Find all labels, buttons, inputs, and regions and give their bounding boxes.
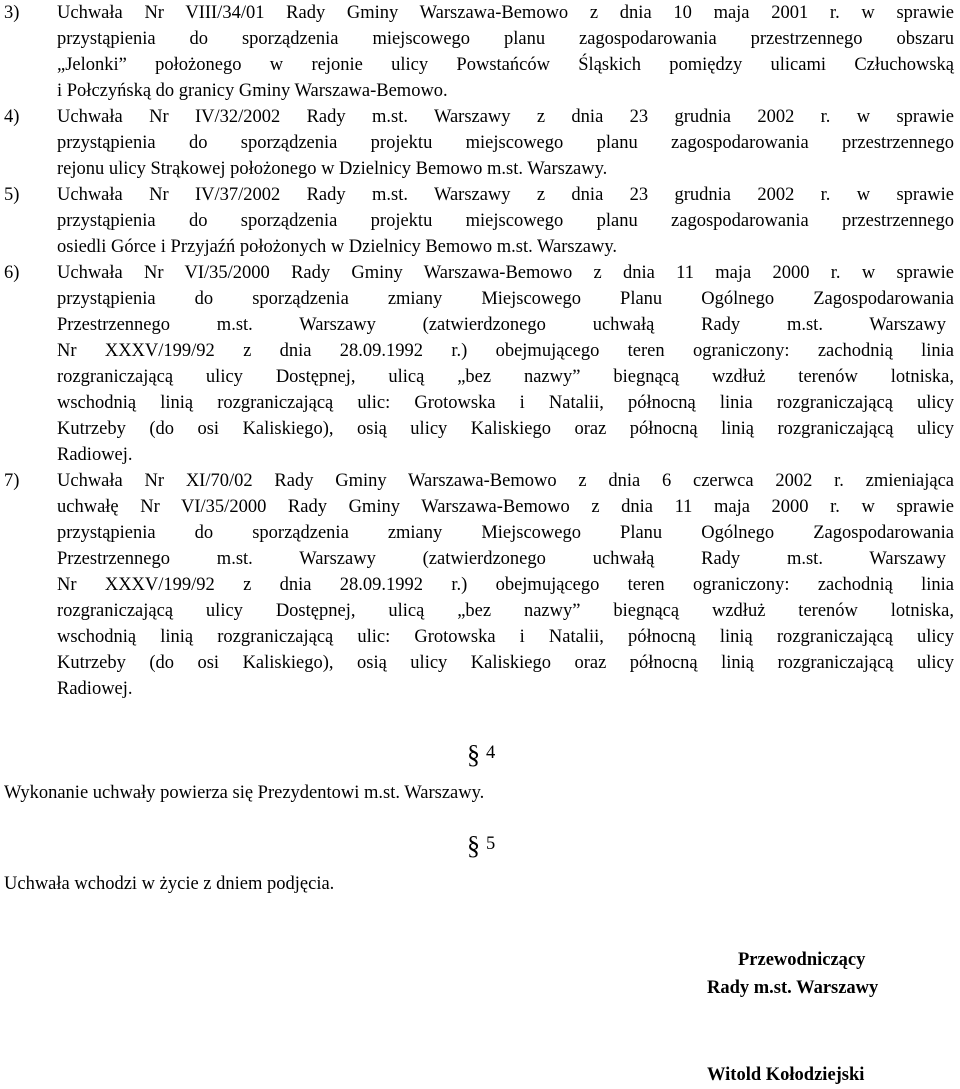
list-item-line: Uchwała Nr IV/37/2002 Rady m.st. Warszawy z dnia 23 grudnia 2002 r. w sprawie (57, 185, 954, 205)
list-item-line: Przestrzennego m.st. Warszawy (zatwierdzonego uchwałą Rady m.st. Warszawy (57, 315, 946, 335)
list-item-line: Nr XXXV/199/92 z dnia 28.09.1992 r.) obejmującego teren ograniczony: zachodnią linia (57, 341, 954, 361)
effect-clause: Uchwała wchodzi w życie z dniem podjęcia. (4, 874, 335, 894)
list-item-line: wschodnią linią rozgraniczającą ulic: Grotowska i Natalii, północną linią rozgraniczającą ulicy (57, 627, 954, 647)
execution-clause: Wykonanie uchwały powierza się Prezydentowi m.st. Warszawy. (4, 783, 485, 803)
list-item-line: rozgraniczającą ulicy Dostępnej, ulicą „bez nazwy” biegnącą wzdłuż terenów lotniska, (57, 601, 954, 621)
list-item-line: przystąpienia do sporządzenia zmiany Miejscowego Planu Ogólnego Zagospodarowania (57, 523, 954, 543)
list-item-line: przystąpienia do sporządzenia projektu miejscowego planu zagospodarowania przestrzennego (57, 211, 954, 231)
list-item-line: rozgraniczającą ulicy Dostępnej, ulicą „bez nazwy” biegnącą wzdłuż terenów lotniska, (57, 367, 954, 387)
list-item-number: 7) (4, 471, 20, 491)
list-item-line: przystąpienia do sporządzenia zmiany Miejscowego Planu Ogólnego Zagospodarowania (57, 289, 954, 309)
list-item-number: 6) (4, 263, 20, 283)
list-item-number: 4) (4, 107, 20, 127)
list-item-line: Uchwała Nr IV/32/2002 Rady m.st. Warszawy z dnia 23 grudnia 2002 r. w sprawie (57, 107, 954, 127)
list-item-line: „Jelonki” położonego w rejonie ulicy Powstańców Śląskich pomiędzy ulicami Człuchowską (57, 55, 954, 75)
list-item-line: wschodnią linią rozgraniczającą ulic: Grotowska i Natalii, północną linia rozgraniczającą ulicy (57, 393, 954, 413)
list-item-line: Uchwała Nr VI/35/2000 Rady Gminy Warszawa-Bemowo z dnia 11 maja 2000 r. w sprawie (57, 263, 954, 283)
list-item-line: Uchwała Nr VIII/34/01 Rady Gminy Warszawa-Bemowo z dnia 10 maja 2001 r. w sprawie (57, 3, 954, 23)
signature-title-line1: Przewodniczący (738, 950, 866, 970)
list-item-line: Uchwała Nr XI/70/02 Rady Gminy Warszawa-Bemowo z dnia 6 czerwca 2002 r. zmieniająca (57, 471, 954, 491)
list-item-number: 5) (4, 185, 20, 205)
list-item-line: Radiowej. (57, 445, 133, 465)
list-item-line: przystąpienia do sporządzenia miejscowego planu zagospodarowania przestrzennego obszaru (57, 29, 954, 49)
list-item-number: 3) (4, 3, 20, 23)
section-symbol: § (467, 831, 480, 860)
section-symbol: § (467, 740, 480, 769)
section-number: 5 (486, 834, 496, 854)
list-item-line: Nr XXXV/199/92 z dnia 28.09.1992 r.) obejmującego teren ograniczony: zachodnią linia (57, 575, 954, 595)
list-item-line: Radiowej. (57, 679, 133, 699)
list-item-line: Kutrzeby (do osi Kaliskiego), osią ulicy Kaliskiego oraz północną linią rozgraniczającą ulicy (57, 419, 954, 439)
signature-title-line2: Rady m.st. Warszawy (707, 978, 879, 998)
list-item-line: przystąpienia do sporządzenia projektu miejscowego planu zagospodarowania przestrzennego (57, 133, 954, 153)
list-item-line: uchwałę Nr VI/35/2000 Rady Gminy Warszawa-Bemowo z dnia 11 maja 2000 r. w sprawie (57, 497, 954, 517)
section-number: 4 (486, 743, 496, 763)
section-4-heading (467, 740, 495, 768)
list-item-line: rejonu ulicy Strąkowej położonego w Dzielnicy Bemowo m.st. Warszawy. (57, 159, 608, 179)
list-item-line: osiedli Górce i Przyjaźń położonych w Dzielnicy Bemowo m.st. Warszawy. (57, 237, 618, 257)
section-5-heading (467, 831, 495, 859)
list-item-line: i Połczyńską do granicy Gminy Warszawa-Bemowo. (57, 81, 448, 101)
list-item-line: Kutrzeby (do osi Kaliskiego), osią ulicy Kaliskiego oraz północną linią rozgraniczającą ulicy (57, 653, 954, 673)
signatory-name: Witold Kołodziejski (707, 1065, 865, 1085)
list-item-line: Przestrzennego m.st. Warszawy (zatwierdzonego uchwałą Rady m.st. Warszawy (57, 549, 946, 569)
